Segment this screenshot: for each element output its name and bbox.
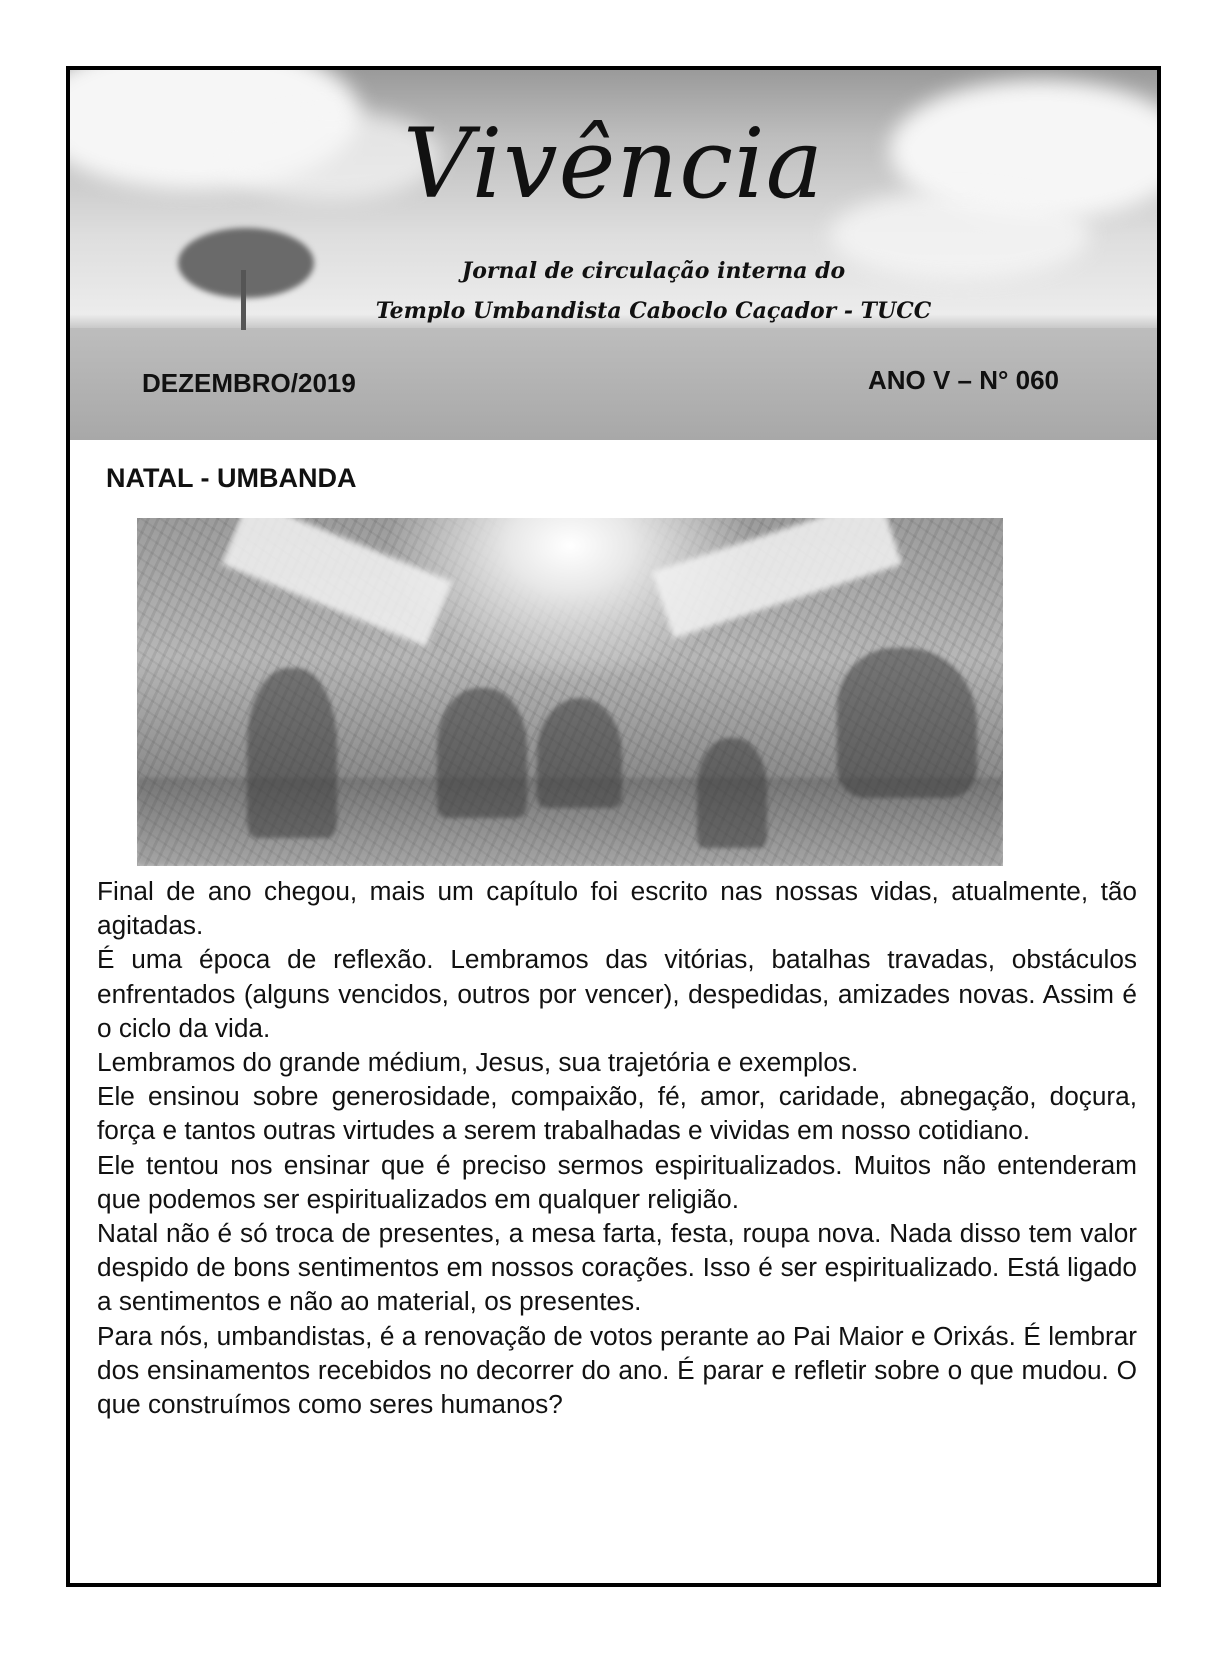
nativity-illustration xyxy=(137,518,1003,866)
page-frame xyxy=(66,66,1161,1587)
paragraph-7: Para nós, umbandistas, é a renovação de votos perante ao Pai Maior e Orixás. É lembrar dos ensinamentos recebidos no decorrer do ano. É parar e refletir sobre o que mudou. O que construímos como seres humanos? xyxy=(97,1320,1137,1420)
paragraph-6: Natal não é só troca de presentes, a mesa farta, festa, roupa nova. Nada disso tem valor despido de bons sentimentos em nossos corações. Isso é ser espiritualizado. Está ligado a sentimentos e não ao material, os presentes. xyxy=(97,1218,1137,1317)
paragraph-2: É uma época de reflexão. Lembramos das vitórias, batalhas travadas, obstáculos enfrentados (alguns vencidos, outros por vencer), despedidas, amizades novas. Assim é o ciclo da vida. xyxy=(97,944,1137,1043)
article-body xyxy=(97,874,1137,1421)
article-heading: NATAL - UMBANDA xyxy=(106,463,357,493)
masthead xyxy=(70,70,1157,440)
paragraph-3: Lembramos do grande médium, Jesus, sua trajetória e exemplos. xyxy=(97,1047,859,1078)
newspaper-title: Vivência xyxy=(403,108,824,220)
issue-date: DEZEMBRO/2019 xyxy=(142,368,356,398)
paragraph-4: Ele ensinou sobre generosidade, compaixão, fé, amor, caridade, abnegação, doçura, força e tantos outras virtudes a serem trabalhadas e vividas em nosso cotidiano. xyxy=(97,1081,1137,1146)
issue-number: ANO V – N° 060 xyxy=(867,365,1059,395)
camel-figure xyxy=(837,648,977,798)
paragraph-5: Ele tentou nos ensinar que é preciso sermos espiritualizados. Muitos não entenderam que podemos ser espiritualizados em qualquer religião. xyxy=(97,1149,1137,1214)
paragraph-1: Final de ano chegou, mais um capítulo foi escrito nas nossas vidas, atualmente, tão agitadas. xyxy=(97,876,1137,941)
angel-left-wings xyxy=(222,518,452,647)
angel-right-wings xyxy=(652,518,902,638)
subtitle-line-1: Jornal de circulação interna do xyxy=(461,258,846,284)
ground xyxy=(137,778,1003,866)
subtitle-line-2: Templo Umbandista Caboclo Caçador - TUCC xyxy=(375,298,932,324)
